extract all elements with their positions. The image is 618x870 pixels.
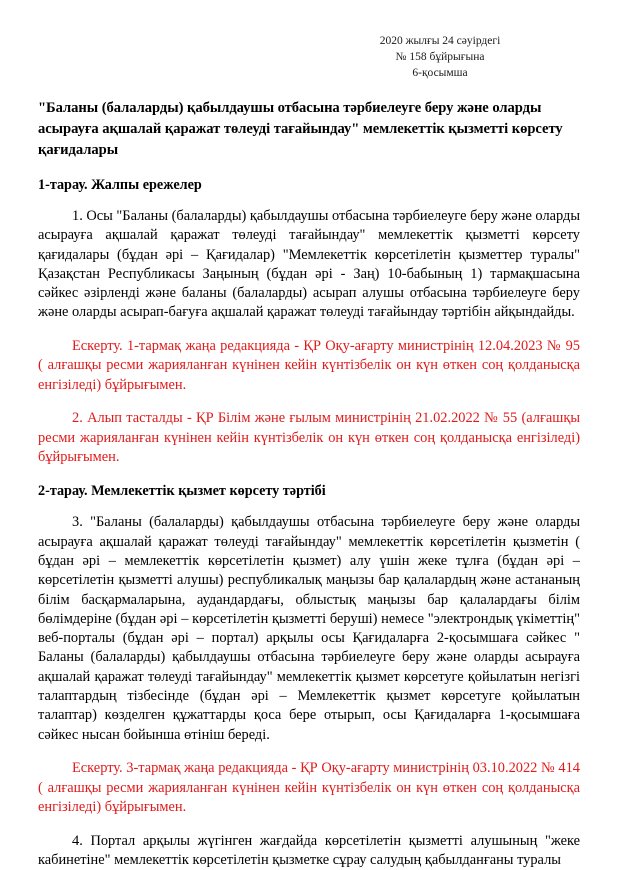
paragraph-4: 4. Портал арқылы жүгінген жағдайда көрсетілетін қызметті алушының "жеке кабинетіне" мемлекеттік көрсетілетін қызметке сұрау салудың қабылданғаны туралы [38, 832, 580, 868]
paragraph-1: 1. Осы "Баланы (балаларды) қабылдаушы отбасына тәрбиелеуге беру және оларды асырауға ақшалай қаражат төлеуді тағайындау" мемлекеттік қызметті көрсету қағидалары (бұдан әрі – Қағидалар) "Мемлекеттік көрсетілетін қызметтер туралы" Қазақстан Республикасы Заңының (бұдан әрі - Заң) 10-бабының 1) тармақшасына сәйкес әзірленді және баланы (балаларды) асырап алушы отбасына тәрбиелеуге беру және оларды асырап-бағуға ақшалай қаражат төлеуді тағайындау тәртібін айқындайды. [38, 208, 581, 321]
chapter-heading-2: 2-тарау. Мемлекеттік қызмет көрсету тәртібі [38, 483, 326, 500]
header-line-order-number: № 158 бұйрығына [395, 51, 485, 63]
header-reference-block [334, 33, 546, 81]
page-title: "Баланы (балаларды) қабылдаушы отбасына тәрбиелеуге беру және оларды асырауға ақшалай қаражат төлеуді тағайындау" мемлекеттiк қызметті көрсету қағидалары [38, 100, 563, 158]
header-line-date: 2020 жылғы 24 сәуiрдегi [379, 35, 501, 47]
note-paragraph-1: Ескерту. 1-тармақ жаңа редакцияда - ҚР Оқу-ағарту министрінің 12.04.2023 № 95 ( алғашқы ресми жарияланған күнінен кейін күнтізбелік он күн өткен соң қолданысқа енгізіледі) бұйрығымен. [38, 338, 580, 393]
header-line-appendix: 6-қосымша [412, 67, 468, 79]
paragraph-2-removed: 2. Алып тасталды - ҚР Білім және ғылым министрінің 21.02.2022 № 55 (алғашқы ресми жарияланған күнінен кейін күнтізбелік он күн өткен соң қолданысқа енгізіледі) бұйрығымен. [38, 410, 580, 466]
note-paragraph-3: Ескерту. 3-тармақ жаңа редакцияда - ҚР Оқу-ағарту министрінің 03.10.2022 № 414 ( алғашқы ресми жарияланған күнінен кейін күнтізбелік он күн өткен соң қолданысқа енгізіледі) бұйрығымен. [38, 760, 580, 815]
document-header [38, 0, 580, 81]
paragraph-3: 3. "Баланы (балаларды) қабылдаушы отбасына тәрбиелеуге беру және оларды асырауға ақшалай қаражат төлеуді тағайындау" мемлекеттік көрсетілетін қызметін ( бұдан әрі – мемлекеттік көрсетілетін қызмет) алу үшін жеке тұлға (бұдан әрі – көрсетілетін қызметті алушы) республикалық маңызы бар қалалардың және астананың білім басқармаларына, аудандардағы, облыстық маңызы бар қалалардағы білім бөлімдеріне (бұдан әрі – көрсетілетін қызметті беруші) немесе "электрондық үкіметтің" веб-порталы (бұдан әрі – портал) арқылы осы Қағидаларға 2-қосымшаға сәйкес " Баланы (балаларды) қабылдаушы отбасына тәрбиелеуге беру және оларды асырауға ақшалай қаражат төлеуді тағайындау" мемлекеттік қызмет көрсетуге қойылатын негізгі талаптардың тізбесінде (бұдан әрі – Мемлекеттік қызмет көрсетуге қойылатын талаптар) көзделген құжаттарды қоса бере отырып, осы Қағидаларға 1-қосымшаға сәйкес нысан бойынша өтініш береді. [38, 514, 580, 743]
chapter-heading-1: 1-тарау. Жалпы ережелер [38, 177, 202, 193]
